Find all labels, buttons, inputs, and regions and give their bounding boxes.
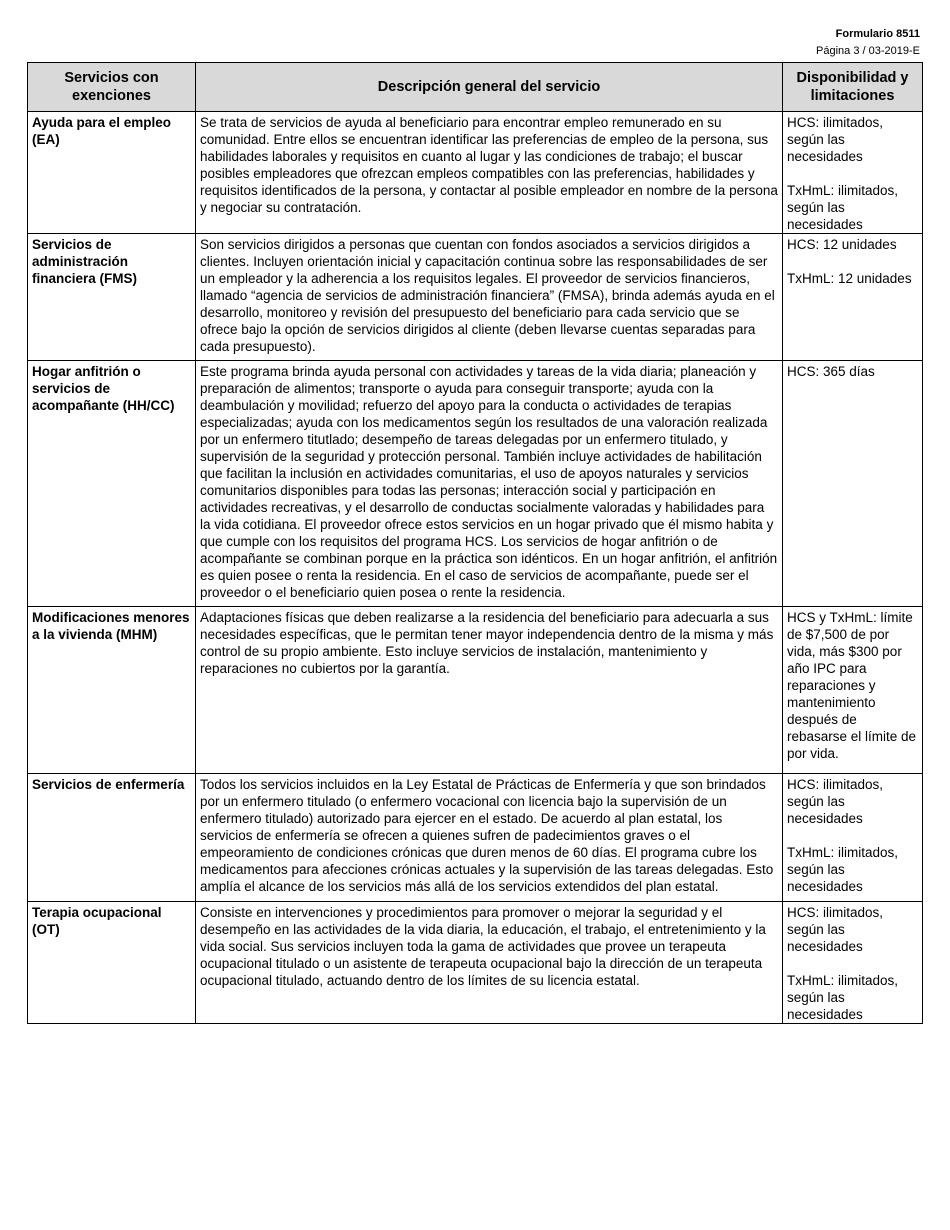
availability-line: TxHmL: ilimitados, según las necesidades <box>787 183 899 232</box>
availability-line: HCS: ilimitados, según las necesidades <box>787 115 884 164</box>
service-description: Son servicios dirigidos a personas que cuentan con fondos asociados a servicios dirigidos a clientes. Incluyen orientación inicial y capacitación continua sobre las responsabilidades de ser un empleador y la adherencia a los requisitos legales. El proveedor de servicios financieros, llamado “agencia de servicios de administración financiera” (FMSA), brinda además ayuda en el desarrollo, monitoreo y revisión del presupuesto del beneficiario para cada servicio que se ofrece bajo la opción de servicios dirigidos al cliente (deben llevarse cuentas separadas para cada presupuesto). <box>196 234 783 361</box>
table-row <box>28 361 923 607</box>
service-name: Servicios de enfermería <box>28 774 196 902</box>
service-name: Modificaciones menores a la vivienda (MHM) <box>28 607 196 774</box>
service-description: Todos los servicios incluidos en la Ley Estatal de Prácticas de Enfermería y que son brindados por un enfermero titulado (o enfermero vocacional con licencia bajo la supervisión de un enfermero titulado) autorizado para ejercer en el estado. De acuerdo al plan estatal, los servicios de enfermería se ofrecen a quienes sufren de padecimientos graves o el empeoramiento de condiciones crónicas que duren menos de 60 días. El programa cubre los medicamentos para afecciones crónicas actuales y la supervisión de las tareas delegadas. Esto amplía el alcance de los servicios más allá de los servicios extendidos del plan estatal. <box>196 774 783 902</box>
services-table <box>27 62 923 1024</box>
service-name: Servicios de administración financiera (FMS) <box>28 234 196 361</box>
availability-line: TxHmL: ilimitados, según las necesidades <box>787 973 899 1022</box>
service-name: Hogar anfitrión o servicios de acompañante (HH/CC) <box>28 361 196 607</box>
service-availability <box>783 774 923 902</box>
service-availability <box>783 234 923 361</box>
availability-line: HCS: 365 días <box>787 364 875 379</box>
service-description: Este programa brinda ayuda personal con actividades y tareas de la vida diaria; planeación y preparación de alimentos; transporte o ayuda para conseguir transporte; ayuda con la deambulación y movilidad; refuerzo del apoyo para la conducta o actividades de terapias especializadas; ayuda con los medicamentos según los resultados de una valoración realizada por un enfermero titutlado; desempeño de tareas delegadas por un enfermero titulado, y supervisión de la seguridad y protección personal. También incluye actividades de habilitación que facilitan la inclusión en actividades comunitarias, el uso de apoyos naturales y servicios comunitarios disponibles para todas las personas; interacción social y participación en actividades recreativas, y el desarrollo de conductas socialmente valoradas y habilidades para la vida cotidiana. El proveedor ofrece estos servicios en un hogar privado que él mismo habita y que cumple con los requisitos del programa HCS. Los servicios de hogar anfitrión o de acompañante se combinan porque en la práctica son idénticos. En un hogar anfitrión, el anfitrión es quien posee o renta la residencia. En el caso de servicios de acompañante, puede ser el proveedor o el beneficiario quien posea o rente la residencia. <box>196 361 783 607</box>
table-row <box>28 902 923 1024</box>
form-number: Formulario 8511 <box>835 28 920 40</box>
column-header-availability: Disponibilidad y limitaciones <box>783 63 923 112</box>
service-availability <box>783 361 923 607</box>
service-name: Terapia ocupacional (OT) <box>28 902 196 1024</box>
column-header-description: Descripción general del servicio <box>196 63 783 112</box>
column-header-service: Servicios con exenciones <box>28 63 196 112</box>
service-description: Se trata de servicios de ayuda al beneficiario para encontrar empleo remunerado en su comunidad. Entre ellos se encuentran identificar las preferencias de empleo de la persona, sus habilidades laborales y requisitos en cuanto al lugar y las condiciones de trabajo; el buscar posibles empleadores que ofrezcan empleos compatibles con las preferencias, habilidades y requisitos identificados de la persona, y contactar al posible empleador en nombre de la persona y negociar su contratación. <box>196 112 783 234</box>
availability-line: HCS y TxHmL: límite de $7,500 de por vida, más $300 por año IPC para reparaciones y mantenimiento después de rebasarse el límite de por vida. <box>787 610 917 761</box>
availability-line: HCS: ilimitados, según las necesidades <box>787 777 884 826</box>
service-availability <box>783 112 923 234</box>
page-info: Página 3 / 03-2019-E <box>816 45 920 57</box>
page-header <box>816 26 920 60</box>
table-row <box>28 607 923 774</box>
service-description: Consiste en intervenciones y procedimientos para promover o mejorar la seguridad y el desempeño en las actividades de la vida diaria, la educación, el trabajo, el entretenimiento y la vida social. Sus servicios incluyen toda la gama de actividades que provee un terapeuta ocupacional titulado o un asistente de terapeuta ocupacional bajo la dirección de un terapeuta ocupacional titulado, actuando dentro de los límites de su licencia estatal. <box>196 902 783 1024</box>
service-availability <box>783 607 923 774</box>
availability-line: HCS: 12 unidades <box>787 237 897 252</box>
table-row <box>28 234 923 361</box>
availability-line: HCS: ilimitados, según las necesidades <box>787 905 884 954</box>
availability-line: TxHmL: ilimitados, según las necesidades <box>787 845 899 894</box>
table-header-row <box>28 63 923 112</box>
service-availability <box>783 902 923 1024</box>
availability-line: TxHmL: 12 unidades <box>787 271 912 286</box>
table-row <box>28 774 923 902</box>
service-description: Adaptaciones físicas que deben realizarse a la residencia del beneficiario para adecuarla a sus necesidades específicas, que le permitan tener mayor independencia dentro de la misma y más control de su propio ambiente. Esto incluye servicios de instalación, mantenimiento y reparaciones no cubiertos por la garantía. <box>196 607 783 774</box>
table-row <box>28 112 923 234</box>
service-name: Ayuda para el empleo (EA) <box>28 112 196 234</box>
